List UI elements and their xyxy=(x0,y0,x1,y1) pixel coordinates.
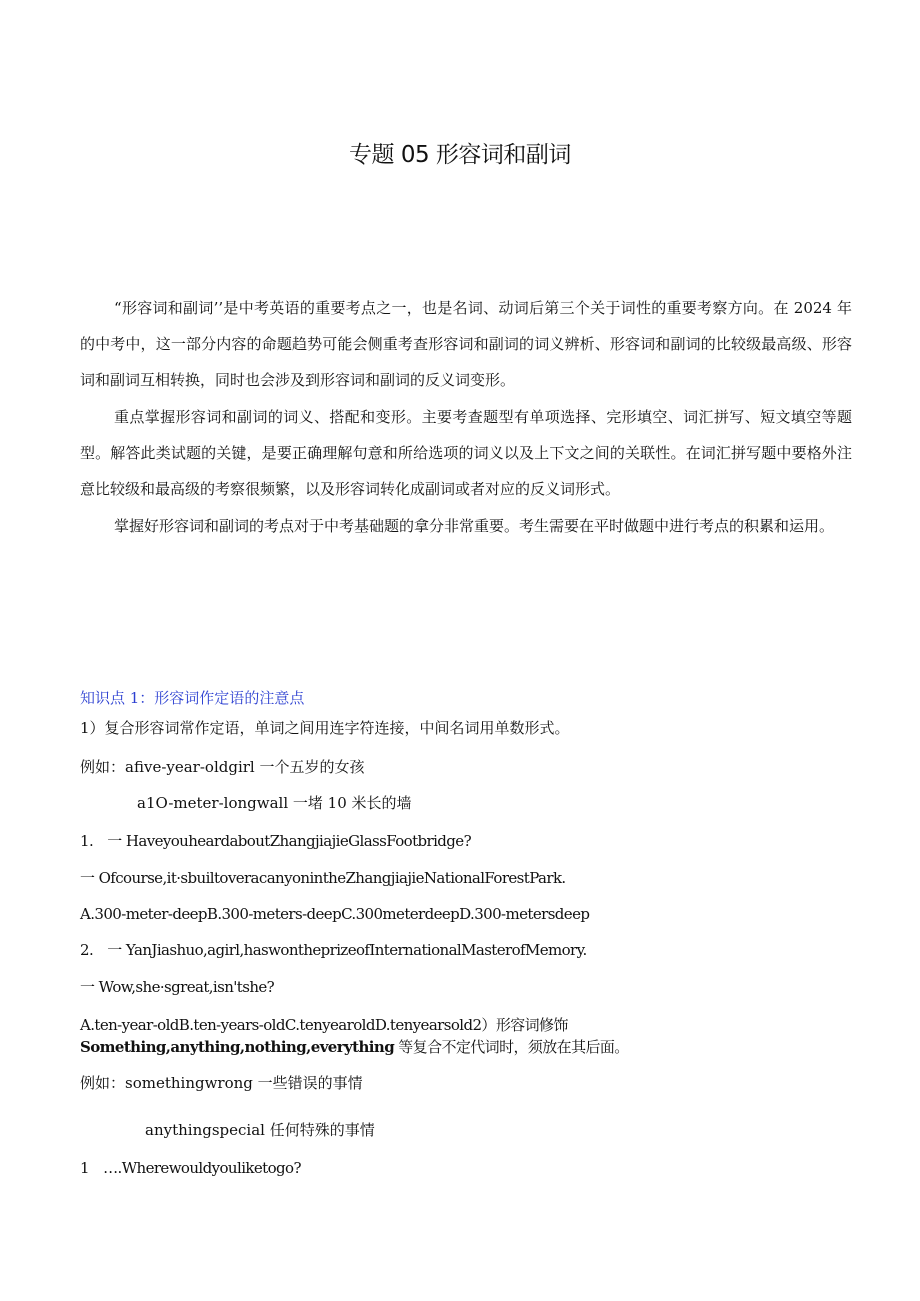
rule-1: 1）复合形容词常作定语，单词之间用连字符连接，中间名词用单数形式。 xyxy=(80,719,570,737)
question-text: 一 YanJiashuo,agirl,haswontheprizeofInternationalMasterofMemory. xyxy=(107,941,587,959)
example-english: anythingspecial xyxy=(145,1121,265,1139)
example-1 xyxy=(80,757,365,777)
rule-2-suffix: 等复合不定代词时，须放在其后面。 xyxy=(394,1038,629,1056)
example-chinese: 任何特殊的事情 xyxy=(264,1121,375,1139)
rule-2-prefix: 2）形容词修饰 xyxy=(472,1016,568,1034)
example-chinese: 一个五岁的女孩 xyxy=(254,758,365,776)
example-english: somethingwrong xyxy=(125,1074,253,1092)
example-3 xyxy=(80,1073,363,1093)
page-title: 专题 05 形容词和副词 xyxy=(349,142,571,168)
example-english: afive-year-oldgirl xyxy=(125,758,255,776)
knowledge-point-heading: 知识点 1：形容词作定语的注意点 xyxy=(80,689,305,707)
intro-paragraph-2: 重点掌握形容词和副词的词义、搭配和变形。主要考查题型有单项选择、完形填空、词汇拼写、短文填空等题型。解答此类试题的关键，是要正确理解句意和所给选项的词义以及上下文之间的关联性。在词汇拼写题中要格外注意比较级和最高级的考察很频繁，以及形容词转化成副词或者对应的反义词形式。 xyxy=(80,408,852,498)
example-chinese: 一堵 10 米长的墙 xyxy=(288,794,412,812)
question-text: ….Wherewouldyouliketogo? xyxy=(103,1159,301,1177)
example-label: 例如： xyxy=(80,758,126,776)
question-2-options: A.ten-year-oldB.ten-years-oldC.tenyearoldD.tenyearsold xyxy=(80,1016,473,1034)
question-1-line-1 xyxy=(80,831,471,851)
question-number: 1 xyxy=(80,1159,89,1177)
intro-paragraph-1: “形容词和副词’’是中考英语的重要考点之一，也是名词、动词后第三个关于词性的重要考察方向。在 2024 年的中考中，这一部分内容的命题趋势可能会侧重考查形容词和副词的词义辨析、形容词和副词的比较级最高级、形容词和副词互相转换，同时也会涉及到形容词和副词的反义词变形。 xyxy=(80,299,852,389)
question-2-line-2: 一 Wow,she·sgreat,isn'tshe? xyxy=(80,978,275,996)
question-1-options: A.300-meter-deepB.300-meters-deepC.300meterdeepD.300-metersdeep xyxy=(80,905,590,923)
question-number: 1. xyxy=(80,832,94,850)
example-4 xyxy=(145,1120,375,1140)
question-text: 一 HaveyouheardaboutZhangjiajieGlassFootbridge? xyxy=(107,832,472,850)
example-2 xyxy=(137,793,412,813)
question-number: 2. xyxy=(80,941,94,959)
intro-paragraph-3: 掌握好形容词和副词的考点对于中考基础题的拿分非常重要。考生需要在平时做题中进行考点的积累和运用。 xyxy=(114,517,835,535)
question-3-line-1 xyxy=(80,1158,301,1178)
example-label: 例如： xyxy=(80,1074,126,1092)
question-2-line-1 xyxy=(80,940,587,960)
example-chinese: 一些错误的事情 xyxy=(252,1074,363,1092)
rule-2-pronouns: Something,anything,nothing,everything xyxy=(80,1038,395,1056)
question-2-options-and-rule-2 xyxy=(80,1014,850,1058)
example-english: a1O-meter-longwall xyxy=(137,794,289,812)
question-1-line-2: 一 Ofcourse,it·sbuiltoveracanyonintheZhangjiajieNationalForestPark. xyxy=(80,869,566,887)
